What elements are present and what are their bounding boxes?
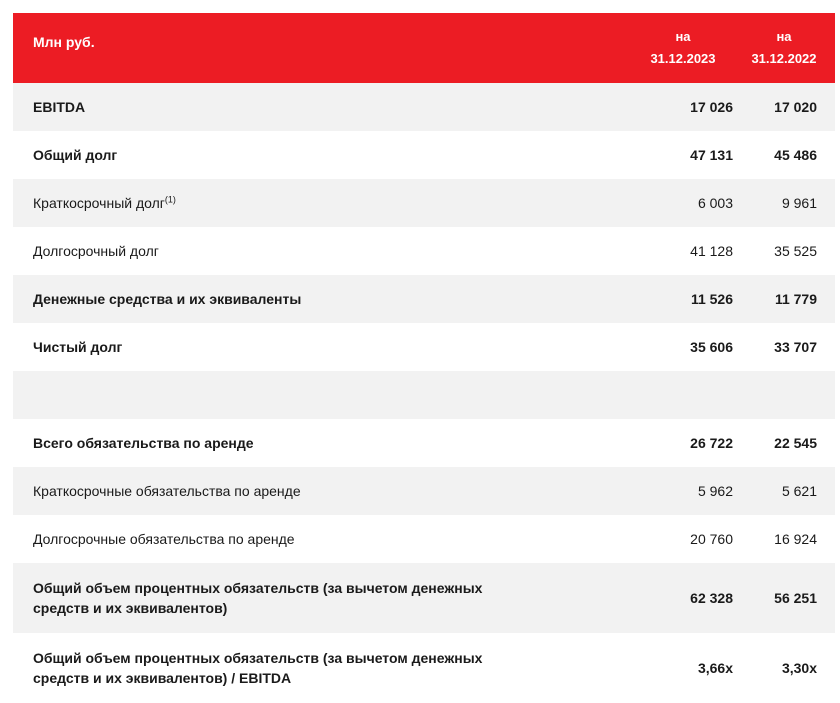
row-value-2023: 17 026 xyxy=(690,99,733,115)
row-label: Денежные средства и их эквиваленты xyxy=(33,291,302,307)
row-value-2023: 11 526 xyxy=(690,291,733,307)
header-col-2023 xyxy=(613,26,733,70)
row-value-2023: 41 128 xyxy=(690,243,733,259)
row-net-interest-bearing xyxy=(13,563,835,633)
header-col-2022 xyxy=(733,26,835,70)
row-long-term-debt xyxy=(13,227,835,275)
row-label: Краткосрочный долг xyxy=(33,195,165,211)
row-spacer xyxy=(13,371,835,419)
row-label: Общий объем процентных обязательств (за вычетом денежных средств и их эквивалентов) / EBITDA xyxy=(33,650,483,686)
row-value-2022: 16 924 xyxy=(774,531,817,547)
row-label: Долгосрочный долг xyxy=(33,243,159,259)
row-leverage-ratio xyxy=(13,633,835,703)
header-col-2023-prefix: на xyxy=(675,29,691,44)
row-label: Общий объем процентных обязательств (за вычетом денежных средств и их эквивалентов) xyxy=(33,580,483,616)
row-value-2023: 20 760 xyxy=(690,531,733,547)
row-value-2022: 45 486 xyxy=(774,147,817,163)
row-label: EBITDA xyxy=(33,99,86,115)
row-value-2022: 5 621 xyxy=(781,483,817,499)
row-long-term-lease xyxy=(13,515,835,563)
row-label: Всего обязательства по аренде xyxy=(33,435,254,451)
row-value-2023: 35 606 xyxy=(690,339,733,355)
row-value-2022: 22 545 xyxy=(774,435,817,451)
row-value-2022: 56 251 xyxy=(774,590,817,606)
header-col-2023-date: 31.12.2023 xyxy=(650,51,716,66)
row-short-term-debt xyxy=(13,179,835,227)
row-value-2022: 9 961 xyxy=(781,195,817,211)
row-value-2023: 47 131 xyxy=(690,147,733,163)
row-value-2022: 35 525 xyxy=(774,243,817,259)
row-ebitda xyxy=(13,83,835,131)
row-cash xyxy=(13,275,835,323)
footnote-marker: (1) xyxy=(164,194,176,205)
row-short-term-lease xyxy=(13,467,835,515)
row-total-debt xyxy=(13,131,835,179)
table-header xyxy=(13,13,835,83)
row-value-2023: 26 722 xyxy=(690,435,733,451)
row-value-2023: 5 962 xyxy=(697,483,733,499)
row-value-2022: 3,30x xyxy=(781,660,817,676)
header-units-label: Млн руб. xyxy=(33,34,95,50)
row-value-2022: 33 707 xyxy=(774,339,817,355)
header-col-2022-date: 31.12.2022 xyxy=(751,51,817,66)
row-value-2023: 62 328 xyxy=(690,590,733,606)
row-value-2023: 3,66x xyxy=(697,660,733,676)
row-value-2022: 17 020 xyxy=(774,99,817,115)
row-label: Краткосрочные обязательства по аренде xyxy=(33,483,301,499)
row-value-2023: 6 003 xyxy=(697,195,733,211)
header-col-2022-prefix: на xyxy=(776,29,792,44)
row-label: Чистый долг xyxy=(33,339,123,355)
row-net-debt xyxy=(13,323,835,371)
row-label: Долгосрочные обязательства по аренде xyxy=(33,531,295,547)
row-total-lease xyxy=(13,419,835,467)
row-label-wrap xyxy=(13,193,613,213)
row-value-2022: 11 779 xyxy=(774,291,817,307)
row-label: Общий долг xyxy=(33,147,118,163)
net-debt-table xyxy=(13,13,835,703)
